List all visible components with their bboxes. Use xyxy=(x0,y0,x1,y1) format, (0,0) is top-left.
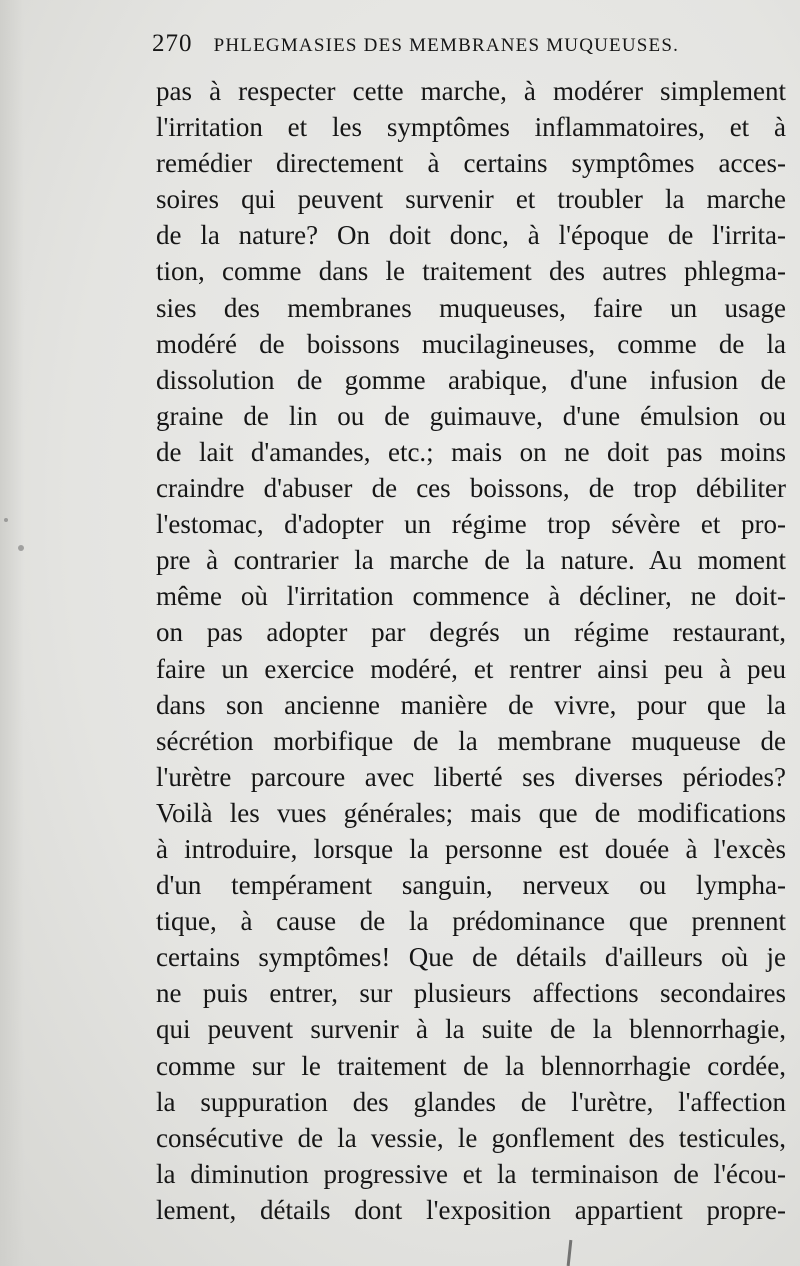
text-line: on pas adopter par degrés un régime restaurant, xyxy=(156,617,786,648)
text-line: tique, à cause de la prédominance que prennent xyxy=(156,906,786,937)
text-line: craindre d'abuser de ces boissons, de trop débiliter xyxy=(156,473,786,504)
text-line: graine de lin ou de guimauve, d'une émulsion ou xyxy=(156,400,786,431)
text-line: l'irritation et les symptômes inflammatoires, et à xyxy=(156,112,786,143)
text-line: certains symptômes! Que de détails d'ailleurs où je xyxy=(156,942,786,973)
text-line: faire un exercice modéré, et rentrer ainsi peu à peu xyxy=(156,653,786,684)
page-header xyxy=(152,30,772,64)
text-line: de lait d'amandes, etc.; mais on ne doit pas moins xyxy=(156,436,786,467)
text-line: l'estomac, d'adopter un régime trop sévère et pro- xyxy=(156,509,786,540)
ink-speck xyxy=(18,545,24,551)
text-line: tion, comme dans le traitement des autres phlegma- xyxy=(156,256,786,287)
page-edge-shadow xyxy=(0,0,24,1266)
body-text xyxy=(156,73,786,1228)
text-line: consécutive de la vessie, le gonflement des testicules, xyxy=(156,1122,786,1153)
ink-stroke xyxy=(567,1240,573,1266)
page-number: 270 xyxy=(152,30,193,57)
text-line: pas à respecter cette marche, à modérer simplement xyxy=(156,76,786,106)
text-line: dans son ancienne manière de vivre, pour que la xyxy=(156,689,786,720)
text-line: pre à contrarier la marche de la nature. Au moment xyxy=(156,545,786,576)
text-line: sécrétion morbifique de la membrane muqueuse de xyxy=(156,725,786,756)
text-line: de la nature? On doit donc, à l'époque de l'irrita- xyxy=(156,220,786,251)
text-line: soires qui peuvent survenir et troubler la marche xyxy=(156,184,786,215)
text-line: modéré de boissons mucilagineuses, comme de la xyxy=(156,328,786,359)
text-line: comme sur le traitement de la blennorrhagie cordée, xyxy=(156,1050,786,1081)
text-line: la suppuration des glandes de l'urètre, l'affection xyxy=(156,1086,786,1117)
text-line: sies des membranes muqueuses, faire un usage xyxy=(156,292,786,323)
text-line: dissolution de gomme arabique, d'une infusion de xyxy=(156,364,786,395)
text-line: qui peuvent survenir à la suite de la blennorrhagie, xyxy=(156,1014,786,1045)
text-line: Voilà les vues générales; mais que de modifications xyxy=(156,797,786,828)
text-line: d'un tempérament sanguin, nerveux ou lympha- xyxy=(156,870,786,901)
text-line: à introduire, lorsque la personne est douée à l'excès xyxy=(156,833,786,864)
text-line: la diminution progressive et la terminaison de l'écou- xyxy=(156,1158,786,1189)
text-line: l'urètre parcoure avec liberté ses diverses périodes? xyxy=(156,761,786,792)
text-line: lement, détails dont l'exposition appartient propre- xyxy=(156,1194,786,1225)
ink-speck xyxy=(4,518,8,522)
text-line: remédier directement à certains symptômes acces- xyxy=(156,148,786,179)
text-line: même où l'irritation commence à décliner, ne doit- xyxy=(156,581,786,612)
running-head: PHLEGMASIES DES MEMBRANES MUQUEUSES. xyxy=(213,35,680,56)
text-line: ne puis entrer, sur plusieurs affections secondaires xyxy=(156,978,786,1009)
